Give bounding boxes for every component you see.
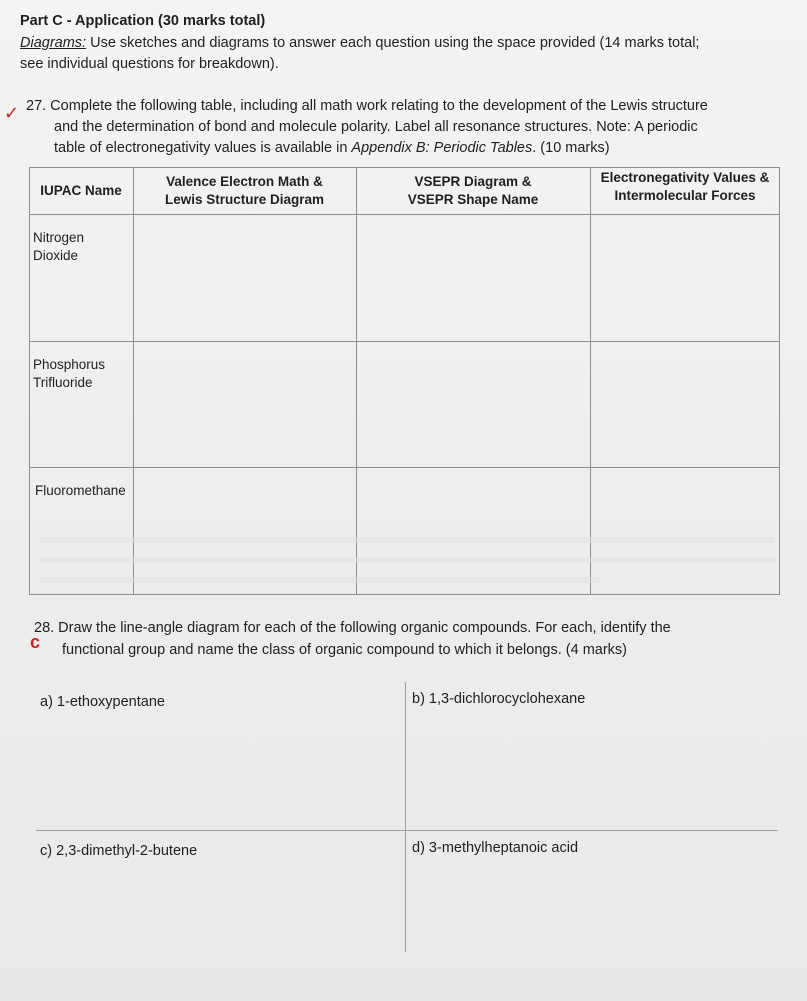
- q27-line-3-start: table of electronegativity values is available in: [54, 140, 352, 156]
- answer-cell-no2-lewis[interactable]: [134, 215, 356, 341]
- appendix-reference: Appendix B: Periodic Tables: [351, 140, 533, 156]
- answer-cell-no2-vsepr[interactable]: [357, 215, 590, 341]
- part-title: Part C - Application (30 marks total): [20, 13, 266, 29]
- table-border-bottom: [29, 594, 780, 595]
- header-vsepr: VSEPR Diagram & VSEPR Shape Name: [407, 174, 539, 207]
- q28-line-1: 28. Draw the line-angle diagram for each of the following organic compounds. For each, identify the: [34, 620, 671, 636]
- q27-marks: . (10 marks): [532, 140, 610, 156]
- q28-part-b-label: b) 1,3-dichlorocyclohexane: [412, 691, 586, 707]
- answer-grid-vertical-divider: [405, 682, 406, 952]
- table-border-top: [29, 167, 780, 168]
- teacher-check-mark-q27: ✓: [4, 103, 20, 123]
- teacher-check-mark-q28: c: [30, 632, 41, 652]
- answer-cell-pf3-electronegativity[interactable]: [591, 342, 779, 467]
- header-electronegativity: Electronegativity Values & Intermolecular Forces: [600, 170, 770, 203]
- row-name-nitrogen-dioxide: Nitrogen Dioxide: [33, 230, 85, 263]
- answer-cell-pf3-vsepr[interactable]: [357, 342, 590, 467]
- row-name-phosphorus-trifluoride: Phosphorus Trifluoride: [33, 357, 106, 390]
- table-border-left: [29, 167, 30, 595]
- q27-line-1: 27. Complete the following table, including all math work relating to the development of the Lewis structure: [26, 98, 708, 114]
- q28-line-2: functional group and name the class of organic compound to which it belongs. (4 marks): [62, 642, 628, 658]
- diagrams-text-1: Use sketches and diagrams to answer each question using the space provided (14 marks total;: [86, 35, 700, 51]
- bleed-through-text: [40, 535, 775, 593]
- q28-part-a-label: a) 1-ethoxypentane: [40, 694, 165, 710]
- header-lewis-structure: Valence Electron Math & Lewis Structure Diagram: [164, 174, 325, 207]
- answer-grid-horizontal-divider: [36, 830, 778, 831]
- diagrams-instruction-line-2: see individual questions for breakdown).: [20, 56, 279, 72]
- diagrams-instruction-line-1: [20, 33, 699, 53]
- answer-area-d[interactable]: [408, 861, 778, 961]
- header-iupac-name: IUPAC Name: [40, 183, 122, 198]
- q28-part-c-label: c) 2,3-dimethyl-2-butene: [40, 843, 198, 859]
- answer-area-c[interactable]: [36, 864, 402, 964]
- q28-part-d-label: d) 3-methylheptanoic acid: [412, 840, 579, 856]
- answer-area-b[interactable]: [408, 712, 778, 827]
- answer-area-a[interactable]: [36, 715, 402, 827]
- lewis-structure-table: [29, 167, 780, 595]
- table-border-right: [779, 167, 780, 595]
- row-name-fluoromethane: Fluoromethane: [35, 483, 126, 498]
- q27-line-3: [54, 138, 610, 158]
- answer-cell-pf3-lewis[interactable]: [134, 342, 356, 467]
- answer-cell-no2-electronegativity[interactable]: [591, 215, 779, 341]
- q27-line-2: and the determination of bond and molecule polarity. Label all resonance structures. Note: A periodic: [54, 119, 698, 135]
- diagrams-label: Diagrams:: [20, 35, 87, 51]
